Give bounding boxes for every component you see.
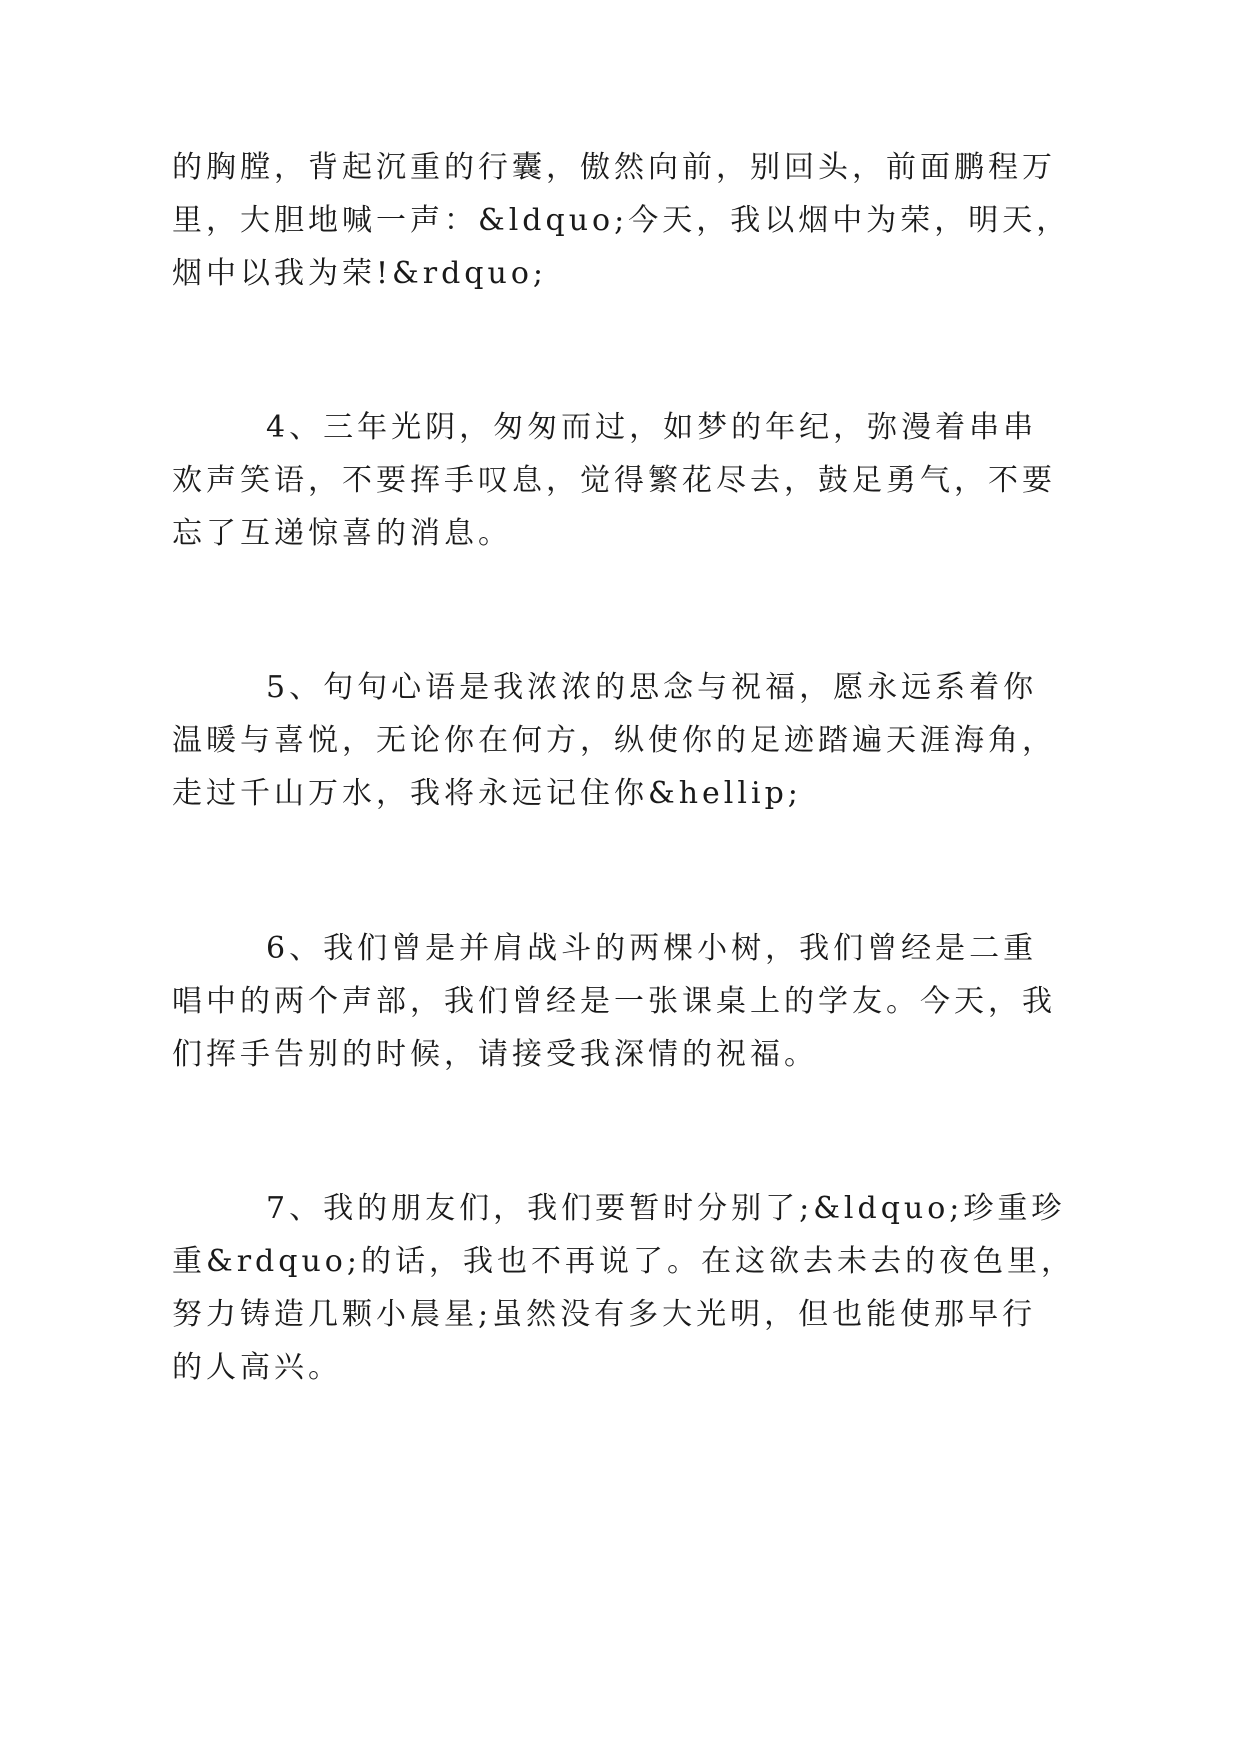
paragraph-line: 温暖与喜悦，无论你在何方，纵使你的足迹踏遍天涯海角， [172, 723, 1056, 758]
paragraph-line: 5、句句心语是我浓浓的思念与祝福，愿永远系着你 [266, 670, 1038, 705]
paragraph-line: 里，大胆地喊一声：&ldquo;今天，我以烟中为荣，明天， [172, 203, 1071, 238]
paragraph-line: 烟中以我为荣!&rdquo; [172, 256, 547, 291]
paragraph-line: 唱中的两个声部，我们曾经是一张课桌上的学友。今天，我 [172, 984, 1056, 1019]
paragraph-line: 7、我的朋友们，我们要暂时分别了;&ldquo;珍重珍 [266, 1191, 1066, 1226]
paragraph-line: 的人高兴。 [172, 1350, 342, 1385]
paragraph-line: 的胸膛，背起沉重的行囊，傲然向前，别回头，前面鹏程万 [172, 150, 1056, 185]
paragraph-line: 欢声笑语，不要挥手叹息，觉得繁花尽去，鼓足勇气，不要 [172, 463, 1056, 498]
paragraph-line: 忘了互递惊喜的消息。 [172, 516, 512, 551]
paragraph-line: 努力铸造几颗小晨星;虽然没有多大光明，但也能使那早行 [172, 1297, 1037, 1332]
paragraph-line: 们挥手告别的时候，请接受我深情的祝福。 [172, 1037, 818, 1072]
paragraph-line: 4、三年光阴，匆匆而过，如梦的年纪，弥漫着串串 [266, 410, 1038, 445]
paragraph-line: 6、我们曾是并肩战斗的两棵小树，我们曾经是二重 [266, 931, 1038, 966]
paragraph-line: 走过千山万水，我将永远记住你&hellip; [172, 776, 802, 811]
paragraph-line: 重&rdquo;的话，我也不再说了。在这欲去未去的夜色里， [172, 1244, 1075, 1279]
